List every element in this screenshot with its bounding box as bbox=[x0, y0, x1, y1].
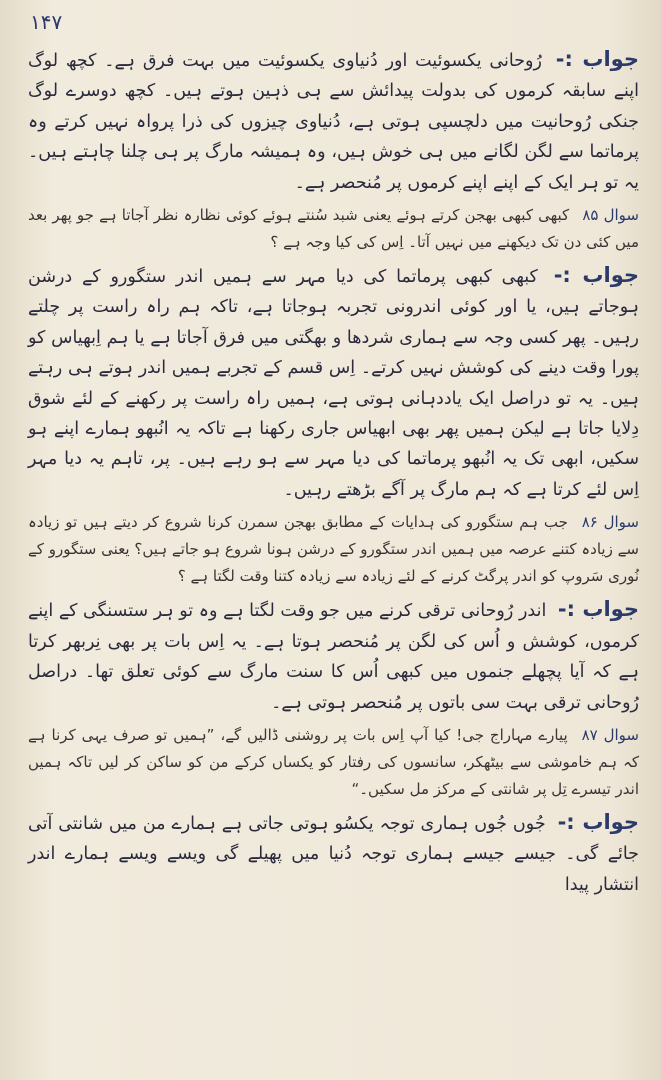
question-block bbox=[28, 509, 639, 590]
answer-text: کبھی کبھی پرماتما کی دیا مہر سے ہمیں اندر ستگورو کے درشن ہوجاتے ہیں، یا اور کوئی اندرونی تجربہ ہوجاتا ہے، تاکہ ہم راہ راست پر چلتے رہیں۔ پھر کسی وجہ سے ہماری شردھا و بھگتی میں فرق آجاتا ہے یا ہم اِبھیاس کو پورا وقت دینے کی کوشش نہیں کرتے۔ اِس قسم کے تجربے ہمیں اندر ہوتے ہی رہتے ہیں۔ یہ تو دراصل ایک یاددہانی ہوتی ہے، ہمیں راہ راست پر رکھنے کے لئے شوق دِلایا جاتا ہے لیکن ہمیں پھر بھی ابھیاس جاری رکھنا ہے تاکہ یہ انُبھو ہمارے اپنے ہو سکیں، ابھی تک یہ انُبھو پرماتما کی دیا مہر سے ہو رہے ہیں۔ پر، تاہم یہ دیا مہر اِس لئے کرتا ہے کہ ہم مارگ پر آگے بڑھتے رہیں۔ bbox=[28, 267, 639, 500]
page-number: ۱۴۷ bbox=[30, 10, 63, 34]
question-label: سوال ۸۶ bbox=[581, 513, 639, 532]
question-text: جب ہم ستگورو کی ہدایات کے مطابق بھجن سمرن کرنا شروع کر دیتے ہیں تو زیادہ سے زیادہ کتنے عرصہ میں ہمیں اندر ستگورو کے درشن ہونا شروع ہو جاتے ہیں؟ یعنی ستگورو کے نُوری سَروپ کو اندر پرگٹ کرنے کے لئے زیادہ سے زیادہ کتنا وقت لگتا ہے ؟ bbox=[28, 513, 639, 586]
question-text: پیارے مہاراج جی! کیا آپ اِس بات پر روشنی ڈالیں گے، ”ہمیں تو صرف یہی کرنا ہے کہ ہم خاموشی سے بیٹھکر، سانسوں کی رفتار کو یکساں کرکے من کو ساکن کر لیں تاکہ ہمیں اندر تیسرے تِل پر شانتی کے مرکز مل سکیں۔“ bbox=[28, 725, 639, 798]
answer-text: جُوں جُوں ہماری توجہ یکسُو ہوتی جاتی ہے ہمارے من میں شانتی آتی جائے گی۔ جیسے جیسے ہماری توجہ دُنیا میں پھیلے گی ویسے ویسے ہمارے اندر انتشار پیدا bbox=[28, 813, 639, 895]
answer-block bbox=[28, 260, 639, 505]
answer-text: رُوحانی یکسوئیت اور دُنیاوی یکسوئیت میں بہت فرق ہے۔ کچھ لوگ اپنے سابقہ کرموں کی بدولت پیدائش سے ہی ذہین ہوتے ہیں۔ کچھ دوسرے لوگ جنکی رُوحانیت میں دلچسپی ہوتی ہے، دُنیاوی چیزوں کی ذرا پرواہ نہیں کرتے وہ پرماتما سے لگن لگانے میں ہی خوش ہیں، وہ ہمیشہ مارگ پر ہی چلنا چاہتے ہیں۔ یہ تو ہر ایک کے اپنے اپنے کرموں پر مُنحصر ہے۔ bbox=[28, 51, 639, 193]
question-label: سوال ۸۷ bbox=[581, 725, 639, 744]
answer-block bbox=[28, 44, 639, 198]
question-text: کبھی کبھی بھجن کرتے ہوئے یعنی شبد سُنتے ہوئے کوئی نظارہ نظر آجاتا ہے جو پھر بعد میں کئی دن تک دیکھنے میں نہیں آتا۔ اِس کی کیا وجہ ہے ؟ bbox=[28, 206, 639, 252]
question-block bbox=[28, 202, 639, 256]
answer-label: جواب :- bbox=[557, 597, 639, 622]
qa-content bbox=[28, 44, 639, 900]
answer-block bbox=[28, 594, 639, 718]
answer-label: جواب :- bbox=[553, 263, 639, 288]
answer-label: جواب :- bbox=[557, 809, 639, 834]
answer-text: اندر رُوحانی ترقی کرنے میں جو وقت لگتا ہے وہ تو ہر ستسنگی کے اپنے کرموں، کوشش و اُس کی لگن پر مُنحصر ہوتا ہے۔ یہ اِس بات پر بھی نِربھر کرتا ہے کہ آیا پچھلے جنموں میں کبھی اُس کا سنت مارگ سے کوئی تعلق تھا۔ دراصل رُوحانی ترقی بہت سی باتوں پر مُنحصر ہوتی ہے۔ bbox=[28, 601, 639, 713]
question-label: سوال ۸۵ bbox=[582, 206, 639, 225]
answer-label: جواب :- bbox=[555, 47, 639, 71]
answer-block bbox=[28, 807, 639, 900]
question-block bbox=[28, 722, 639, 803]
